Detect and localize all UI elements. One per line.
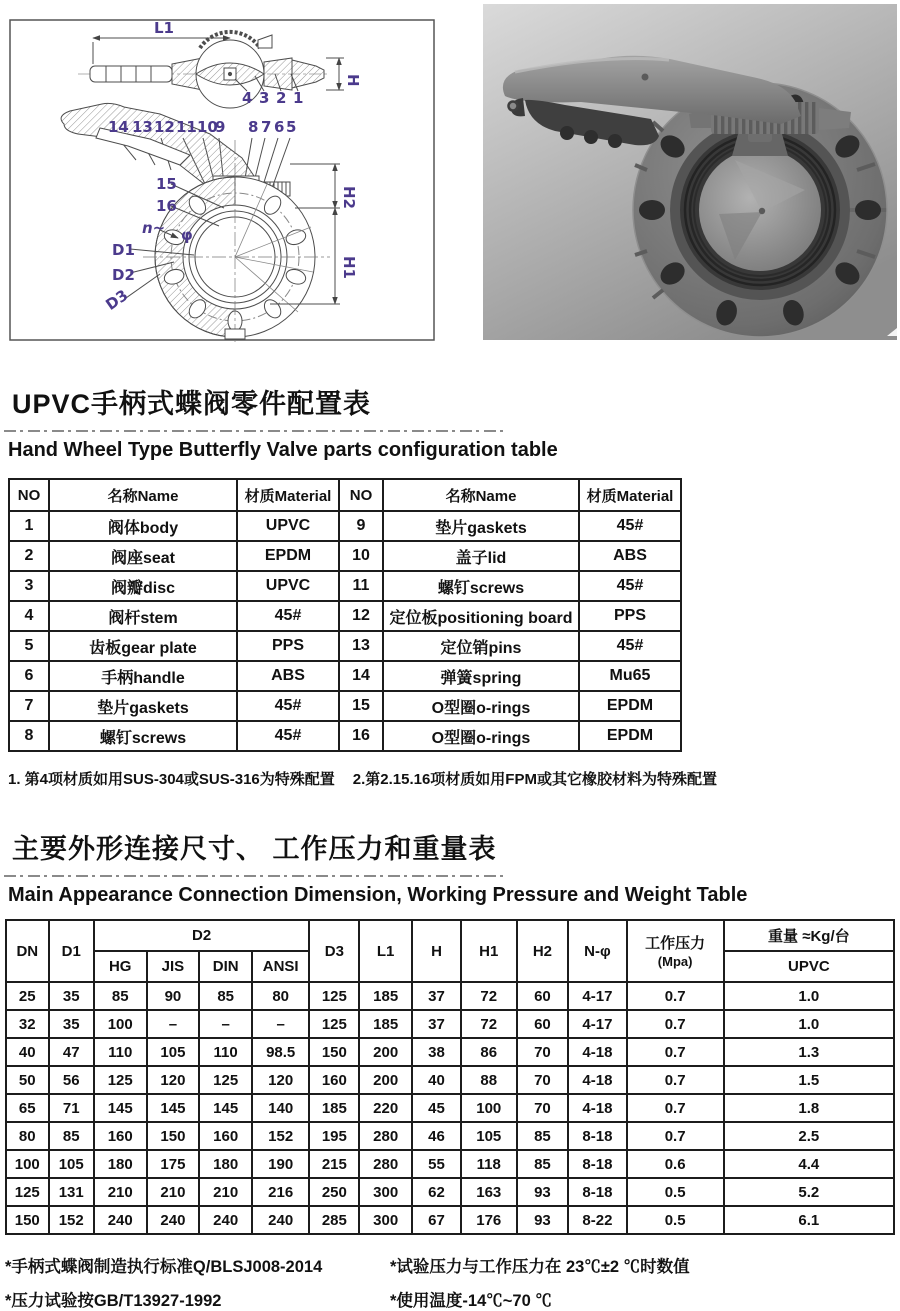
table-cell: 垫片gaskets <box>49 691 237 721</box>
table-cell: 0.5 <box>627 1178 724 1206</box>
table-cell: 62 <box>412 1178 461 1206</box>
table-cell: 45# <box>237 721 339 751</box>
table-cell: 70 <box>517 1066 569 1094</box>
title-divider <box>4 430 508 432</box>
table-cell: 240 <box>199 1206 252 1234</box>
table-cell: 180 <box>199 1150 252 1178</box>
table-cell: 160 <box>199 1122 252 1150</box>
table-cell: 13 <box>339 631 383 661</box>
dimension-title-zh: 主要外形连接尺寸、 工作压力和重量表 <box>12 834 497 864</box>
table-cell: 16 <box>339 721 383 751</box>
parts-note-2: 2.第2.15.16项材质如用FPM或其它橡胶材料为特殊配置 <box>352 771 717 788</box>
pressure-label: 工作压力 <box>645 935 706 952</box>
table-cell: 175 <box>147 1150 200 1178</box>
table-cell: 215 <box>309 1150 359 1178</box>
table-cell: 145 <box>147 1094 200 1122</box>
table-row <box>6 1206 894 1234</box>
table-cell: 220 <box>359 1094 412 1122</box>
table-cell: 90 <box>147 982 200 1010</box>
table-cell: 240 <box>147 1206 200 1234</box>
table-cell: PPS <box>579 601 681 631</box>
table-row <box>9 511 681 541</box>
table-cell: – <box>199 1010 252 1038</box>
table-cell: 0.7 <box>627 1066 724 1094</box>
table-cell: 弹簧spring <box>383 661 579 691</box>
table-cell: UPVC <box>237 511 339 541</box>
table-cell: 93 <box>517 1178 569 1206</box>
table-cell: 85 <box>49 1122 94 1150</box>
part-label-10: 10 <box>197 118 218 136</box>
part-label-12: 12 <box>154 118 175 136</box>
table-cell: 125 <box>6 1178 49 1206</box>
dim-label-l1: L1 <box>154 19 174 37</box>
table-cell: 250 <box>309 1178 359 1206</box>
col-header-h: H <box>412 920 461 982</box>
table-cell: 195 <box>309 1122 359 1150</box>
col-header-hg: HG <box>94 951 147 982</box>
table-cell: 93 <box>517 1206 569 1234</box>
col-header-name: 名称Name <box>49 479 237 511</box>
table-cell: 190 <box>252 1150 309 1178</box>
dimension-table <box>5 919 895 1235</box>
dimension-section <box>0 827 900 1311</box>
table-row <box>9 571 681 601</box>
table-cell: – <box>252 1010 309 1038</box>
col-header-d3: D3 <box>309 920 359 982</box>
table-cell: 240 <box>252 1206 309 1234</box>
table-cell: 125 <box>199 1066 252 1094</box>
table-cell: 35 <box>49 982 94 1010</box>
table-cell: 120 <box>252 1066 309 1094</box>
table-cell: 定位销pins <box>383 631 579 661</box>
footnotes <box>5 1253 900 1311</box>
dim-label-h1: H1 <box>340 256 358 279</box>
table-cell: 38 <box>412 1038 461 1066</box>
table-cell: 45# <box>237 691 339 721</box>
table-cell: 152 <box>252 1122 309 1150</box>
table-cell: ABS <box>237 661 339 691</box>
col-header-no-2: NO <box>339 479 383 511</box>
table-cell: 0.6 <box>627 1150 724 1178</box>
table-cell: 70 <box>517 1094 569 1122</box>
table-cell: 67 <box>412 1206 461 1234</box>
table-row <box>9 721 681 751</box>
table-cell: 2.5 <box>724 1122 894 1150</box>
table-cell: 螺钉screws <box>383 571 579 601</box>
table-cell: 1.0 <box>724 1010 894 1038</box>
part-label-7: 7 <box>261 118 272 136</box>
table-cell: 150 <box>6 1206 49 1234</box>
table-cell: 160 <box>94 1122 147 1150</box>
table-cell: 4-17 <box>568 1010 626 1038</box>
table-cell: 100 <box>6 1150 49 1178</box>
part-label-4: 4 <box>242 89 253 107</box>
table-cell: 4-18 <box>568 1066 626 1094</box>
table-cell: 8-22 <box>568 1206 626 1234</box>
part-label-9: 9 <box>215 118 226 136</box>
parts-table-header-row <box>9 479 681 511</box>
table-row <box>6 1038 894 1066</box>
table-cell: O型圈o-rings <box>383 721 579 751</box>
table-cell: 185 <box>309 1094 359 1122</box>
technical-drawing-svg <box>8 12 443 344</box>
table-cell: 12 <box>339 601 383 631</box>
table-cell: 150 <box>309 1038 359 1066</box>
table-cell: 210 <box>147 1178 200 1206</box>
table-cell: 45# <box>579 571 681 601</box>
table-cell: 118 <box>461 1150 516 1178</box>
dim-label-d1: D1 <box>112 241 135 259</box>
table-cell: 6 <box>9 661 49 691</box>
parts-title-en: Hand Wheel Type Butterfly Valve parts configuration table <box>8 439 558 461</box>
table-cell: 200 <box>359 1066 412 1094</box>
table-cell: 120 <box>147 1066 200 1094</box>
pressure-unit: (Mpa) <box>657 954 693 969</box>
table-cell: 210 <box>94 1178 147 1206</box>
table-cell: 125 <box>94 1066 147 1094</box>
table-cell: 216 <box>252 1178 309 1206</box>
table-cell: 280 <box>359 1122 412 1150</box>
table-cell: 0.7 <box>627 1010 724 1038</box>
front-view <box>61 103 340 342</box>
table-cell: 0.5 <box>627 1206 724 1234</box>
table-cell: 0.7 <box>627 1122 724 1150</box>
table-cell: 185 <box>359 1010 412 1038</box>
part-label-16: 16 <box>156 197 177 215</box>
parts-note-1: 1. 第4项材质如用SUS-304或SUS-316为特殊配置 <box>8 771 335 788</box>
col-header-material-2: 材质Material <box>579 479 681 511</box>
table-cell: 176 <box>461 1206 516 1234</box>
footnote-standard: *手柄式蝶阀制造执行标准Q/BLSJ008-2014 <box>5 1258 323 1276</box>
table-cell: 125 <box>309 982 359 1010</box>
table-cell: 152 <box>49 1206 94 1234</box>
table-cell: Mu65 <box>579 661 681 691</box>
table-cell: 60 <box>517 982 569 1010</box>
table-cell: 8 <box>9 721 49 751</box>
table-cell: 200 <box>359 1038 412 1066</box>
table-cell: 45# <box>579 511 681 541</box>
table-cell: 37 <box>412 1010 461 1038</box>
dim-label-phi: φ <box>181 226 193 244</box>
table-row <box>6 1122 894 1150</box>
footnote-test-pressure: *试验压力与工作压力在 23℃±2 ℃时数值 <box>390 1258 690 1276</box>
parts-table <box>8 478 682 752</box>
dimension-table-body <box>6 982 894 1234</box>
dimension-title-en: Main Appearance Connection Dimension, Working Pressure and Weight Table <box>8 884 748 906</box>
table-cell: 180 <box>94 1150 147 1178</box>
valve-photo <box>483 4 897 345</box>
table-cell: 85 <box>517 1150 569 1178</box>
part-label-13: 13 <box>132 118 153 136</box>
table-cell: 齿板gear plate <box>49 631 237 661</box>
table-cell: 4-18 <box>568 1094 626 1122</box>
table-cell: EPDM <box>237 541 339 571</box>
table-cell: 47 <box>49 1038 94 1066</box>
col-header-weight: 重量 ≈Kg/台 <box>724 920 894 951</box>
table-cell: 240 <box>94 1206 147 1234</box>
dim-label-h2: H2 <box>340 186 358 209</box>
table-row <box>6 1178 894 1206</box>
table-cell: 阀体body <box>49 511 237 541</box>
table-cell: PPS <box>237 631 339 661</box>
table-cell: EPDM <box>579 691 681 721</box>
part-label-1: 1 <box>293 89 304 107</box>
table-cell: 6.1 <box>724 1206 894 1234</box>
table-cell: 80 <box>6 1122 49 1150</box>
parts-section <box>0 382 900 789</box>
table-cell: 131 <box>49 1178 94 1206</box>
parts-note <box>8 768 900 789</box>
col-header-h1: H1 <box>461 920 516 982</box>
table-row <box>6 1150 894 1178</box>
table-cell: 1.8 <box>724 1094 894 1122</box>
table-cell: 100 <box>94 1010 147 1038</box>
table-cell: 0.7 <box>627 1094 724 1122</box>
part-label-15: 15 <box>156 175 177 193</box>
table-cell: 210 <box>199 1178 252 1206</box>
table-row <box>6 1094 894 1122</box>
table-row <box>6 1066 894 1094</box>
col-header-n-phi: N-φ <box>568 920 626 982</box>
table-cell: 105 <box>461 1122 516 1150</box>
table-cell: 100 <box>461 1094 516 1122</box>
table-cell: 5.2 <box>724 1178 894 1206</box>
col-header-upvc: UPVC <box>724 951 894 982</box>
table-cell: 55 <box>412 1150 461 1178</box>
col-header-dn: DN <box>6 920 49 982</box>
table-cell: 手柄handle <box>49 661 237 691</box>
valve-photo-svg <box>483 4 897 340</box>
table-cell: 14 <box>339 661 383 691</box>
table-cell: 定位板positioning board <box>383 601 579 631</box>
table-cell: 4-17 <box>568 982 626 1010</box>
col-header-l1: L1 <box>359 920 412 982</box>
dim-label-d2: D2 <box>112 266 135 284</box>
col-header-din: DIN <box>199 951 252 982</box>
table-cell: 46 <box>412 1122 461 1150</box>
table-cell: 300 <box>359 1178 412 1206</box>
table-cell: 280 <box>359 1150 412 1178</box>
table-cell: 85 <box>94 982 147 1010</box>
table-cell: 40 <box>6 1038 49 1066</box>
table-cell: 145 <box>94 1094 147 1122</box>
dim-label-n: n~ <box>142 219 166 237</box>
table-cell: 45# <box>579 631 681 661</box>
table-cell: 阀瓣disc <box>49 571 237 601</box>
table-cell: 25 <box>6 982 49 1010</box>
table-cell: 50 <box>6 1066 49 1094</box>
table-cell: 0.7 <box>627 1038 724 1066</box>
part-label-2: 2 <box>276 89 287 107</box>
col-header-pressure <box>627 920 724 982</box>
table-cell: 4.4 <box>724 1150 894 1178</box>
table-row <box>9 661 681 691</box>
table-cell: 80 <box>252 982 309 1010</box>
table-cell: 10 <box>339 541 383 571</box>
table-cell: 150 <box>147 1122 200 1150</box>
col-header-ansi: ANSI <box>252 951 309 982</box>
table-cell: EPDM <box>579 721 681 751</box>
table-cell: 56 <box>49 1066 94 1094</box>
table-cell: 螺钉screws <box>49 721 237 751</box>
table-cell: 1.5 <box>724 1066 894 1094</box>
part-label-3: 3 <box>259 89 270 107</box>
title-divider-2 <box>4 875 508 877</box>
table-cell: 4 <box>9 601 49 631</box>
part-label-8: 8 <box>248 118 259 136</box>
table-cell: 8-18 <box>568 1178 626 1206</box>
parts-table-body <box>9 511 681 751</box>
table-cell: ABS <box>579 541 681 571</box>
table-cell: 1.0 <box>724 982 894 1010</box>
footnote-temperature: *使用温度-14℃~70 ℃ <box>390 1292 552 1310</box>
table-cell: 88 <box>461 1066 516 1094</box>
dim-header-row-1 <box>6 920 894 951</box>
table-cell: 1 <box>9 511 49 541</box>
col-header-jis: JIS <box>147 951 200 982</box>
table-cell: – <box>147 1010 200 1038</box>
table-cell: 140 <box>252 1094 309 1122</box>
table-row <box>9 541 681 571</box>
part-label-5: 5 <box>286 118 297 136</box>
table-cell: 98.5 <box>252 1038 309 1066</box>
part-label-11: 11 <box>176 118 197 136</box>
table-cell: 2 <box>9 541 49 571</box>
dim-label-d3: D3 <box>102 286 132 314</box>
table-cell: 40 <box>412 1066 461 1094</box>
table-cell: 8-18 <box>568 1150 626 1178</box>
table-row <box>9 691 681 721</box>
table-cell: 1.3 <box>724 1038 894 1066</box>
table-cell: 71 <box>49 1094 94 1122</box>
table-cell: 70 <box>517 1038 569 1066</box>
table-cell: 72 <box>461 982 516 1010</box>
table-cell: 7 <box>9 691 49 721</box>
col-header-d1: D1 <box>49 920 94 982</box>
table-cell: 15 <box>339 691 383 721</box>
dim-label-h: H <box>344 74 362 87</box>
table-cell: 盖子lid <box>383 541 579 571</box>
table-cell: 105 <box>147 1038 200 1066</box>
table-cell: 11 <box>339 571 383 601</box>
table-cell: 35 <box>49 1010 94 1038</box>
table-row <box>6 1010 894 1038</box>
col-header-material: 材质Material <box>237 479 339 511</box>
table-cell: 110 <box>199 1038 252 1066</box>
table-cell: 85 <box>199 982 252 1010</box>
technical-drawing <box>8 12 443 349</box>
table-cell: 65 <box>6 1094 49 1122</box>
table-cell: 0.7 <box>627 982 724 1010</box>
table-cell: 300 <box>359 1206 412 1234</box>
table-cell: 37 <box>412 982 461 1010</box>
table-cell: UPVC <box>237 571 339 601</box>
table-cell: 105 <box>49 1150 94 1178</box>
table-cell: 5 <box>9 631 49 661</box>
part-label-6: 6 <box>274 118 285 136</box>
table-cell: 72 <box>461 1010 516 1038</box>
table-row <box>9 601 681 631</box>
table-cell: 阀杆stem <box>49 601 237 631</box>
col-header-no: NO <box>9 479 49 511</box>
table-cell: 185 <box>359 982 412 1010</box>
table-cell: 45 <box>412 1094 461 1122</box>
table-cell: 145 <box>199 1094 252 1122</box>
top-view <box>78 32 344 108</box>
table-cell: 160 <box>309 1066 359 1094</box>
table-cell: 85 <box>517 1122 569 1150</box>
table-cell: O型圈o-rings <box>383 691 579 721</box>
parts-title-zh: UPVC手柄式蝶阀零件配置表 <box>12 389 372 419</box>
table-cell: 32 <box>6 1010 49 1038</box>
table-cell: 3 <box>9 571 49 601</box>
table-cell: 9 <box>339 511 383 541</box>
table-cell: 285 <box>309 1206 359 1234</box>
table-row <box>9 631 681 661</box>
table-cell: 60 <box>517 1010 569 1038</box>
table-cell: 阀座seat <box>49 541 237 571</box>
col-header-name-2: 名称Name <box>383 479 579 511</box>
col-header-h2: H2 <box>517 920 569 982</box>
table-cell: 4-18 <box>568 1038 626 1066</box>
table-cell: 163 <box>461 1178 516 1206</box>
table-cell: 110 <box>94 1038 147 1066</box>
part-label-14: 14 <box>108 118 129 136</box>
table-cell: 125 <box>309 1010 359 1038</box>
table-cell: 8-18 <box>568 1122 626 1150</box>
hero-section <box>0 0 900 352</box>
col-header-d2: D2 <box>94 920 310 951</box>
footnote-pressure-test: *压力试验按GB/T13927-1992 <box>5 1292 222 1310</box>
table-row <box>6 982 894 1010</box>
table-cell: 垫片gaskets <box>383 511 579 541</box>
table-cell: 86 <box>461 1038 516 1066</box>
table-cell: 45# <box>237 601 339 631</box>
